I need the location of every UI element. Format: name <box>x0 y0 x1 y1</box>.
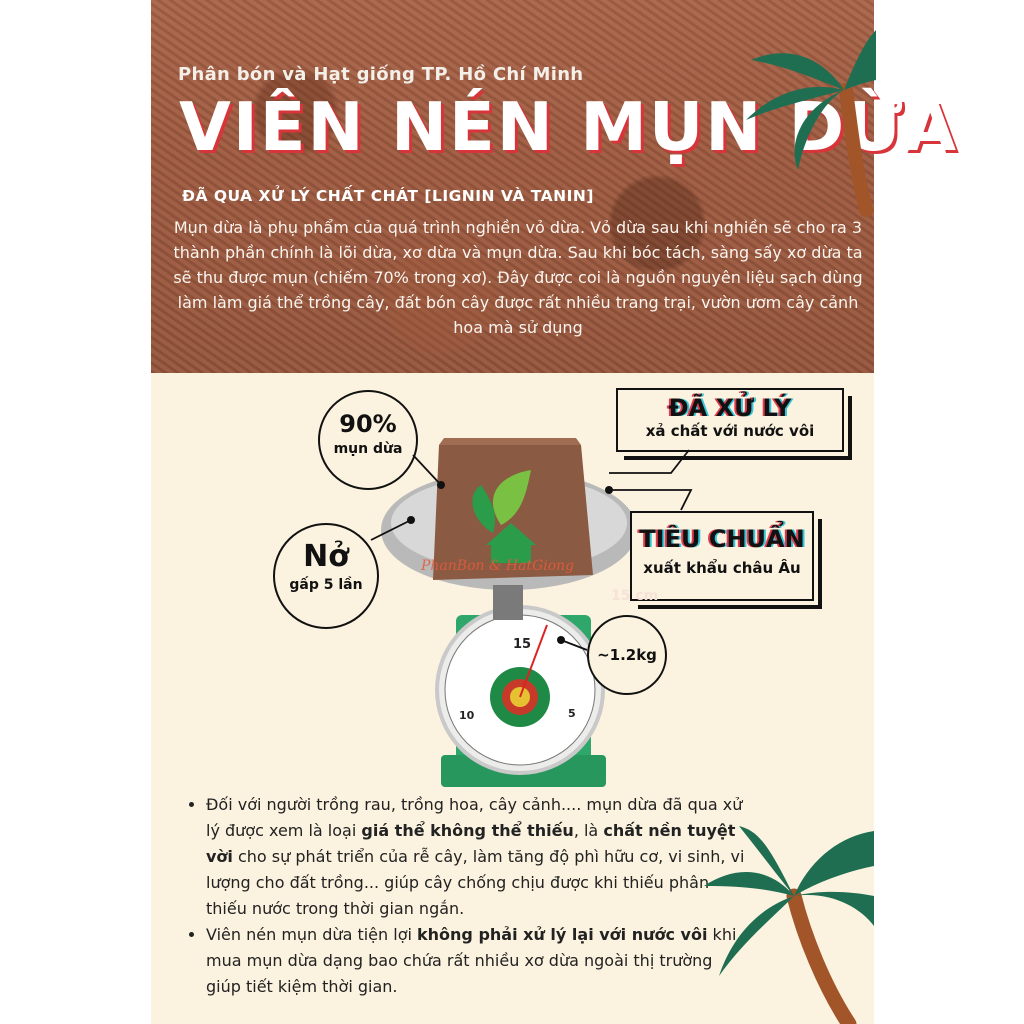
treated-desc: xả chất với nước vôi <box>645 422 815 440</box>
expand-label: gấp 5 lần <box>289 577 363 593</box>
standard-title: TIÊU CHUẨN <box>639 525 805 553</box>
expand-value: Nở <box>303 539 349 574</box>
intro-paragraph: Mụn dừa là phụ phẩm của quá trình nghiền vỏ dừa. Vỏ dừa sau khi nghiền sẽ cho ra 3 thành phần chính là lõi dừa, xơ dừa và mụn dừa. Sau khi bóc tách, sàng sấy xơ dừa ta sẽ thu được mụn (chiếm 70% trong xơ). Đây được coi là nguồn nguyên liệu sạch dùng làm làm giá thể trồng cây, đất bón cây được rất nhiều trang trại, vườn ươm cây cảnh hoa mà sử dụng <box>173 218 863 337</box>
treated-title: ĐÃ XỬ LÝ <box>668 394 792 422</box>
brand-subtitle: Phân bón và Hạt giống TP. Hồ Chí Minh <box>178 64 584 85</box>
size-label: 15 cm <box>611 588 659 604</box>
percent-label: mụn dừa <box>333 441 403 457</box>
list-item: • Viên nén mụn dừa tiện lợi không phải xử lý lại với nước vôi khi mua mụn dừa dạng bao chứa rất nhiều xơ dừa ngoài thị trường giúp tiết kiệm thời gian. <box>206 922 746 1000</box>
scale-tick-10: 10 <box>459 709 475 722</box>
feature-list <box>184 792 746 1000</box>
tagline: ĐÃ QUA XỬ LÝ CHẤT CHÁT [LIGNIN VÀ TANIN] <box>182 187 594 205</box>
watermark: PhanBon & HatGiong <box>421 558 575 574</box>
weight-value: ~1.2kg <box>597 646 657 664</box>
scale-tick-5: 5 <box>568 707 576 720</box>
scale-max-label: 15 <box>513 637 532 652</box>
percent-value: 90% <box>339 410 397 438</box>
standard-desc: xuất khẩu châu Âu <box>643 559 801 577</box>
page-title: VIÊN NÉN MỤN DỪA <box>179 88 959 166</box>
poster <box>151 0 959 1024</box>
list-item: • Đối với người trồng rau, trồng hoa, cây cảnh.... mụn dừa đã qua xử lý được xem là loại giá thể không thể thiếu, là chất nền tuyệt vời cho sự phát triển của rễ cây, làm tăng độ phì hữu cơ, vi sinh, vi lượng cho đất trồng... giúp cây chống chịu được khi thiếu phân thiếu nước trong thời gian ngắn. <box>206 792 746 922</box>
connector-lines <box>151 0 874 800</box>
palm-tree-icon-bottom <box>699 826 874 1024</box>
